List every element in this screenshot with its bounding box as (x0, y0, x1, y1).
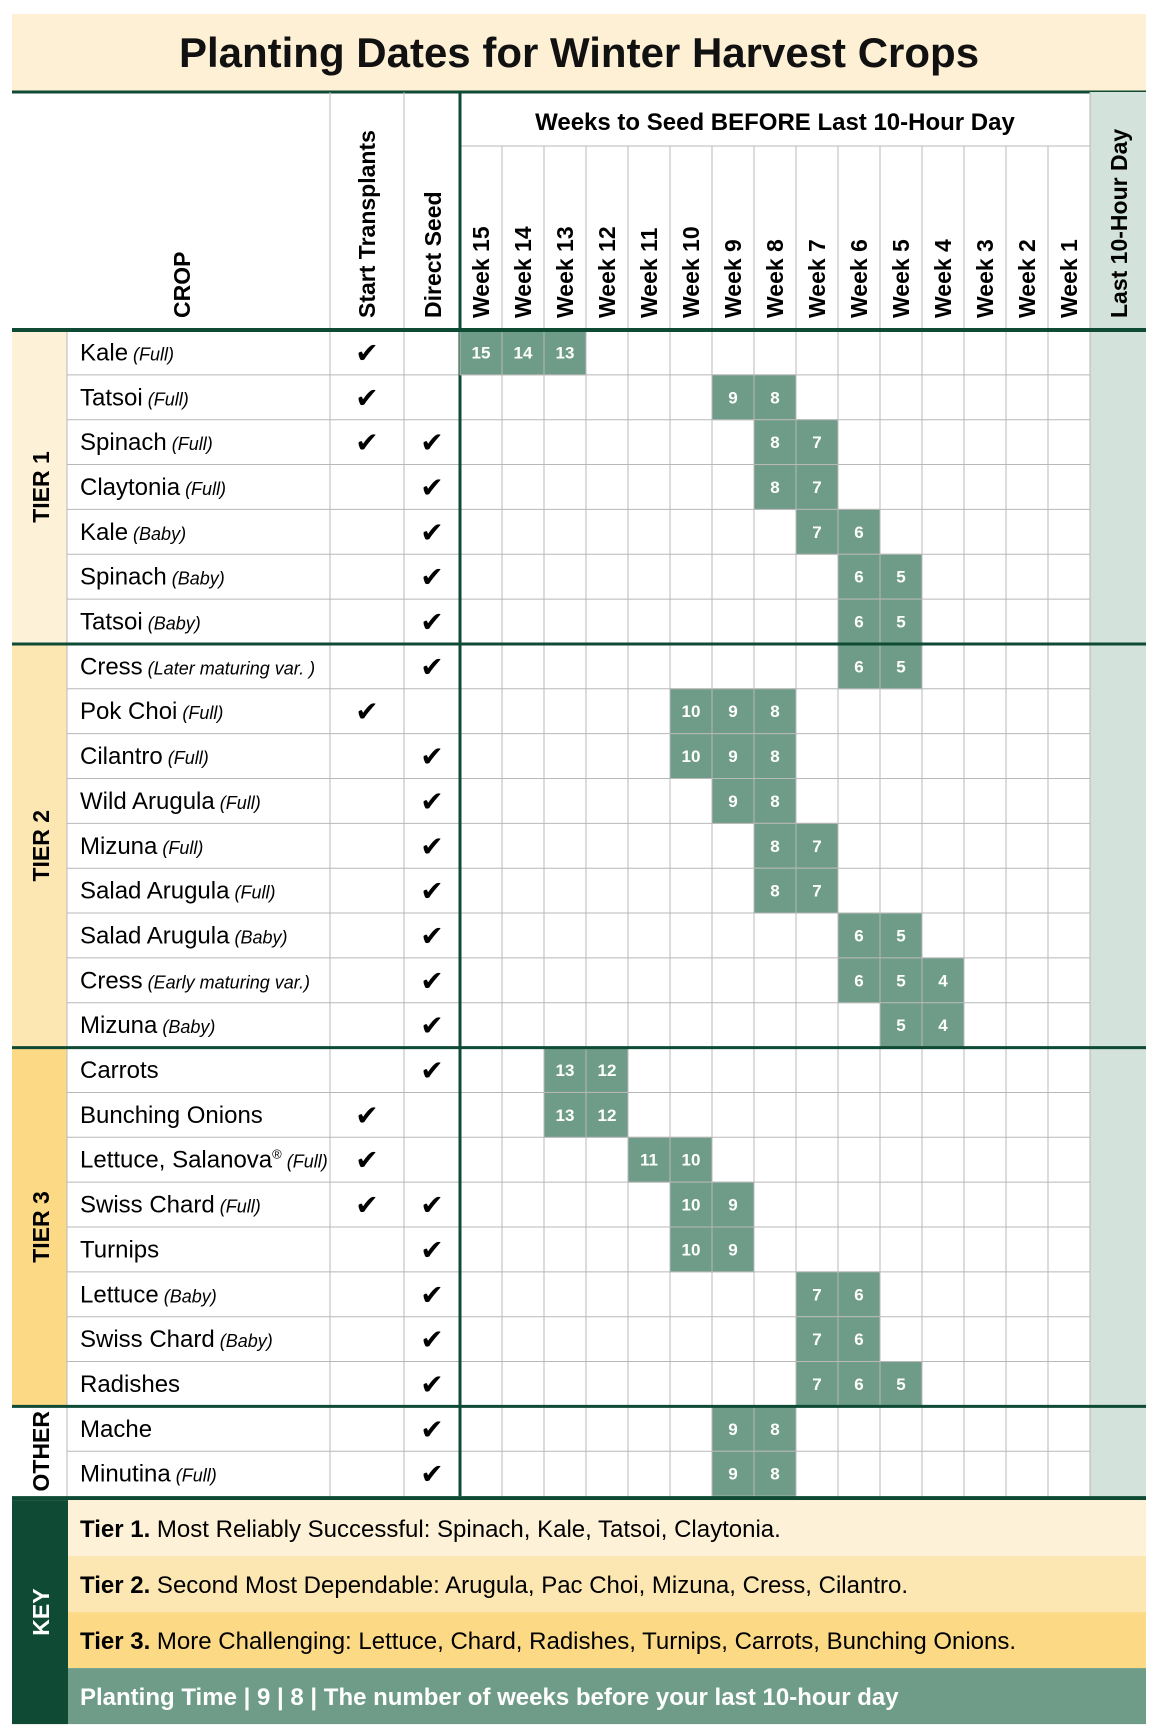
week-header: Week 10 (678, 226, 704, 318)
tier-label: TIER 3 (28, 1191, 54, 1263)
transplant-check: ✔ (355, 382, 379, 414)
planting-week-label: 7 (812, 881, 822, 901)
crop-name: Salad Arugula (Full) (80, 877, 276, 905)
tier-label: OTHER (28, 1411, 54, 1492)
planting-week-label: 6 (854, 612, 864, 632)
week-header: Week 3 (972, 239, 998, 318)
crop-name: Mache (80, 1415, 153, 1443)
planting-week-label: 7 (812, 522, 822, 542)
crop-header: CROP (169, 251, 195, 318)
planting-week-label: 7 (812, 1330, 822, 1350)
planting-week-label: 6 (854, 1330, 864, 1350)
planting-week-label: 8 (770, 747, 780, 767)
crop-name: Bunching Onions (80, 1101, 263, 1129)
crop-name: Cress (Later maturing var. ) (80, 653, 316, 681)
planting-week-label: 9 (728, 791, 738, 811)
planting-week-label: 5 (896, 1016, 906, 1036)
planting-week-label: 8 (770, 433, 780, 453)
key-label: KEY (28, 1588, 54, 1636)
crop-name: Claytonia (Full) (80, 473, 227, 501)
direct-seed-check: ✔ (420, 606, 444, 638)
planting-week-label: 6 (854, 657, 864, 677)
direct-seed-check: ✔ (420, 1413, 444, 1445)
planting-week-label: 9 (728, 388, 738, 408)
direct-seed-check: ✔ (420, 1458, 444, 1490)
direct-seed-check: ✔ (420, 471, 444, 503)
planting-week-label: 10 (681, 747, 701, 767)
key-planting-time: Planting Time | 9 | 8 | The number of weeks before your last 10-hour day (80, 1684, 899, 1712)
weeks-title: Weeks to Seed BEFORE Last 10-Hour Day (535, 109, 1015, 136)
transplant-check: ✔ (355, 1144, 379, 1176)
planting-week-label: 6 (854, 522, 864, 542)
direct-seed-check: ✔ (420, 1368, 444, 1400)
planting-week-label: 10 (681, 1195, 701, 1215)
crop-name: Swiss Chard (Baby) (80, 1326, 273, 1354)
crop-name: Swiss Chard (Full) (80, 1191, 261, 1219)
week-header: Week 5 (888, 239, 914, 318)
crop-name: Minutina (Full) (80, 1460, 217, 1488)
crop-name: Kale (Full) (80, 339, 175, 367)
week-header: Week 7 (804, 239, 830, 318)
direct-seed-check: ✔ (420, 1234, 444, 1266)
direct-seed-check: ✔ (420, 920, 444, 952)
planting-week-label: 10 (681, 702, 701, 722)
direct-seed-check: ✔ (420, 830, 444, 862)
planting-week-label: 7 (812, 433, 822, 453)
planting-week-label: 6 (854, 1285, 864, 1305)
transplant-check: ✔ (355, 427, 379, 459)
planting-week-label: 11 (640, 1150, 658, 1170)
transplant-check: ✔ (355, 1099, 379, 1131)
planting-week-label: 9 (728, 1195, 738, 1215)
planting-week-label: 4 (938, 971, 948, 991)
direct-seed-check: ✔ (420, 785, 444, 817)
last-day-header: Last 10-Hour Day (1106, 128, 1132, 318)
crop-name: Carrots (80, 1057, 159, 1085)
planting-week-label: 6 (854, 926, 864, 946)
week-header: Week 8 (762, 239, 788, 318)
planting-week-label: 6 (854, 1374, 864, 1394)
planting-week-label: 10 (681, 1240, 701, 1260)
week-header: Week 11 (636, 227, 662, 318)
planting-week-label: 13 (555, 343, 575, 363)
planting-week-label: 6 (854, 971, 864, 991)
tier-label: TIER 1 (28, 451, 54, 523)
crop-name: Tatsoi (Baby) (80, 608, 201, 636)
planting-week-label: 7 (812, 477, 822, 497)
planting-week-label: 8 (770, 881, 780, 901)
direct-seed-check: ✔ (420, 1055, 444, 1087)
crop-name: Cress (Early maturing var.) (80, 967, 311, 995)
planting-week-label: 8 (770, 836, 780, 856)
key-item: Tier 1. Most Reliably Successful: Spinach, Kale, Tatsoi, Claytonia. (80, 1516, 781, 1544)
key-top-rule (12, 1496, 1146, 1500)
crop-name: Kale (Baby) (80, 518, 187, 546)
direct-seed-check: ✔ (420, 651, 444, 683)
crop-name: Mizuna (Baby) (80, 1012, 216, 1040)
planting-week-label: 15 (471, 343, 491, 363)
week-header: Week 15 (468, 226, 494, 318)
planting-week-label: 9 (728, 1464, 738, 1484)
planting-week-label: 4 (938, 1016, 948, 1036)
direct-seed-check: ✔ (420, 875, 444, 907)
crop-name: Salad Arugula (Baby) (80, 922, 288, 950)
planting-week-label: 9 (728, 1419, 738, 1439)
transplant-check: ✔ (355, 337, 379, 369)
planting-week-label: 7 (812, 1285, 822, 1305)
key-item: Tier 3. More Challenging: Lettuce, Chard, Radishes, Turnips, Carrots, Bunching Onions. (80, 1628, 1017, 1656)
direct-seed-check: ✔ (420, 741, 444, 773)
planting-week-label: 7 (812, 1374, 822, 1394)
direct-seed-check: ✔ (420, 561, 444, 593)
week-header: Week 2 (1014, 239, 1040, 318)
planting-week-label: 9 (728, 1240, 738, 1260)
crop-name: Tatsoi (Full) (80, 384, 189, 412)
crop-name: Turnips (80, 1236, 160, 1264)
direct-seed-check: ✔ (420, 1010, 444, 1042)
crop-name: Lettuce, Salanova® $_{(Full)}$ (80, 1146, 328, 1174)
planting-week-label: 8 (770, 1419, 780, 1439)
key-item: Tier 2. Second Most Dependable: Arugula, Pac Choi, Mizuna, Cress, Cilantro. (80, 1572, 908, 1600)
planting-week-label: 9 (728, 702, 738, 722)
planting-week-label: 13 (555, 1105, 575, 1125)
planting-week-label: 5 (896, 567, 906, 587)
planting-week-label: 8 (770, 791, 780, 811)
week-header: Week 6 (846, 239, 872, 318)
crop-name: Spinach (Full) (80, 429, 213, 457)
transplant-check: ✔ (355, 696, 379, 728)
crop-name: Lettuce (Baby) (80, 1281, 217, 1309)
planting-week-label: 5 (896, 971, 906, 991)
direct-seed-check: ✔ (420, 1189, 444, 1221)
planting-week-label: 5 (896, 612, 906, 632)
planting-week-label: 8 (770, 388, 780, 408)
planting-week-label: 13 (555, 1061, 575, 1081)
planting-week-label: 12 (597, 1061, 617, 1081)
direct-seed-check: ✔ (420, 965, 444, 997)
direct-seed-check: ✔ (420, 1324, 444, 1356)
planting-week-label: 5 (896, 1374, 906, 1394)
week-header: Week 14 (510, 226, 536, 318)
crop-name: Spinach (Baby) (80, 563, 225, 591)
tier-label: TIER 2 (28, 809, 54, 882)
transplant-check: ✔ (355, 1189, 379, 1221)
week-header: Week 4 (930, 239, 956, 318)
crop-name: Cilantro (Full) (80, 743, 209, 771)
week-header: Week 13 (552, 226, 578, 318)
planting-week-label: 9 (728, 747, 738, 767)
page-title: Planting Dates for Winter Harvest Crops (178, 29, 980, 76)
crop-name: Radishes (80, 1370, 181, 1398)
planting-week-label: 14 (513, 343, 533, 363)
planting-week-label: 6 (854, 567, 864, 587)
week-header: Week 9 (720, 239, 746, 318)
planting-week-label: 8 (770, 702, 780, 722)
direct-seed-check: ✔ (420, 427, 444, 459)
planting-week-label: 7 (812, 836, 822, 856)
planting-week-label: 10 (681, 1150, 701, 1170)
crop-name: Pok Choi (Full) (80, 698, 224, 726)
planting-week-label: 8 (770, 477, 780, 497)
week-header: Week 1 (1056, 239, 1082, 318)
direct-seed-header: Direct Seed (420, 191, 446, 318)
planting-week-label: 8 (770, 1464, 780, 1484)
planting-week-label: 5 (896, 657, 906, 677)
direct-seed-check: ✔ (420, 1279, 444, 1311)
crop-name: Mizuna (Full) (80, 832, 204, 860)
direct-seed-check: ✔ (420, 516, 444, 548)
week-header: Week 12 (594, 226, 620, 318)
crop-name: Wild Arugula (Full) (80, 787, 261, 815)
start-transplants-header: Start Transplants (354, 130, 380, 318)
planting-week-label: 12 (597, 1105, 617, 1125)
planting-week-label: 5 (896, 926, 906, 946)
